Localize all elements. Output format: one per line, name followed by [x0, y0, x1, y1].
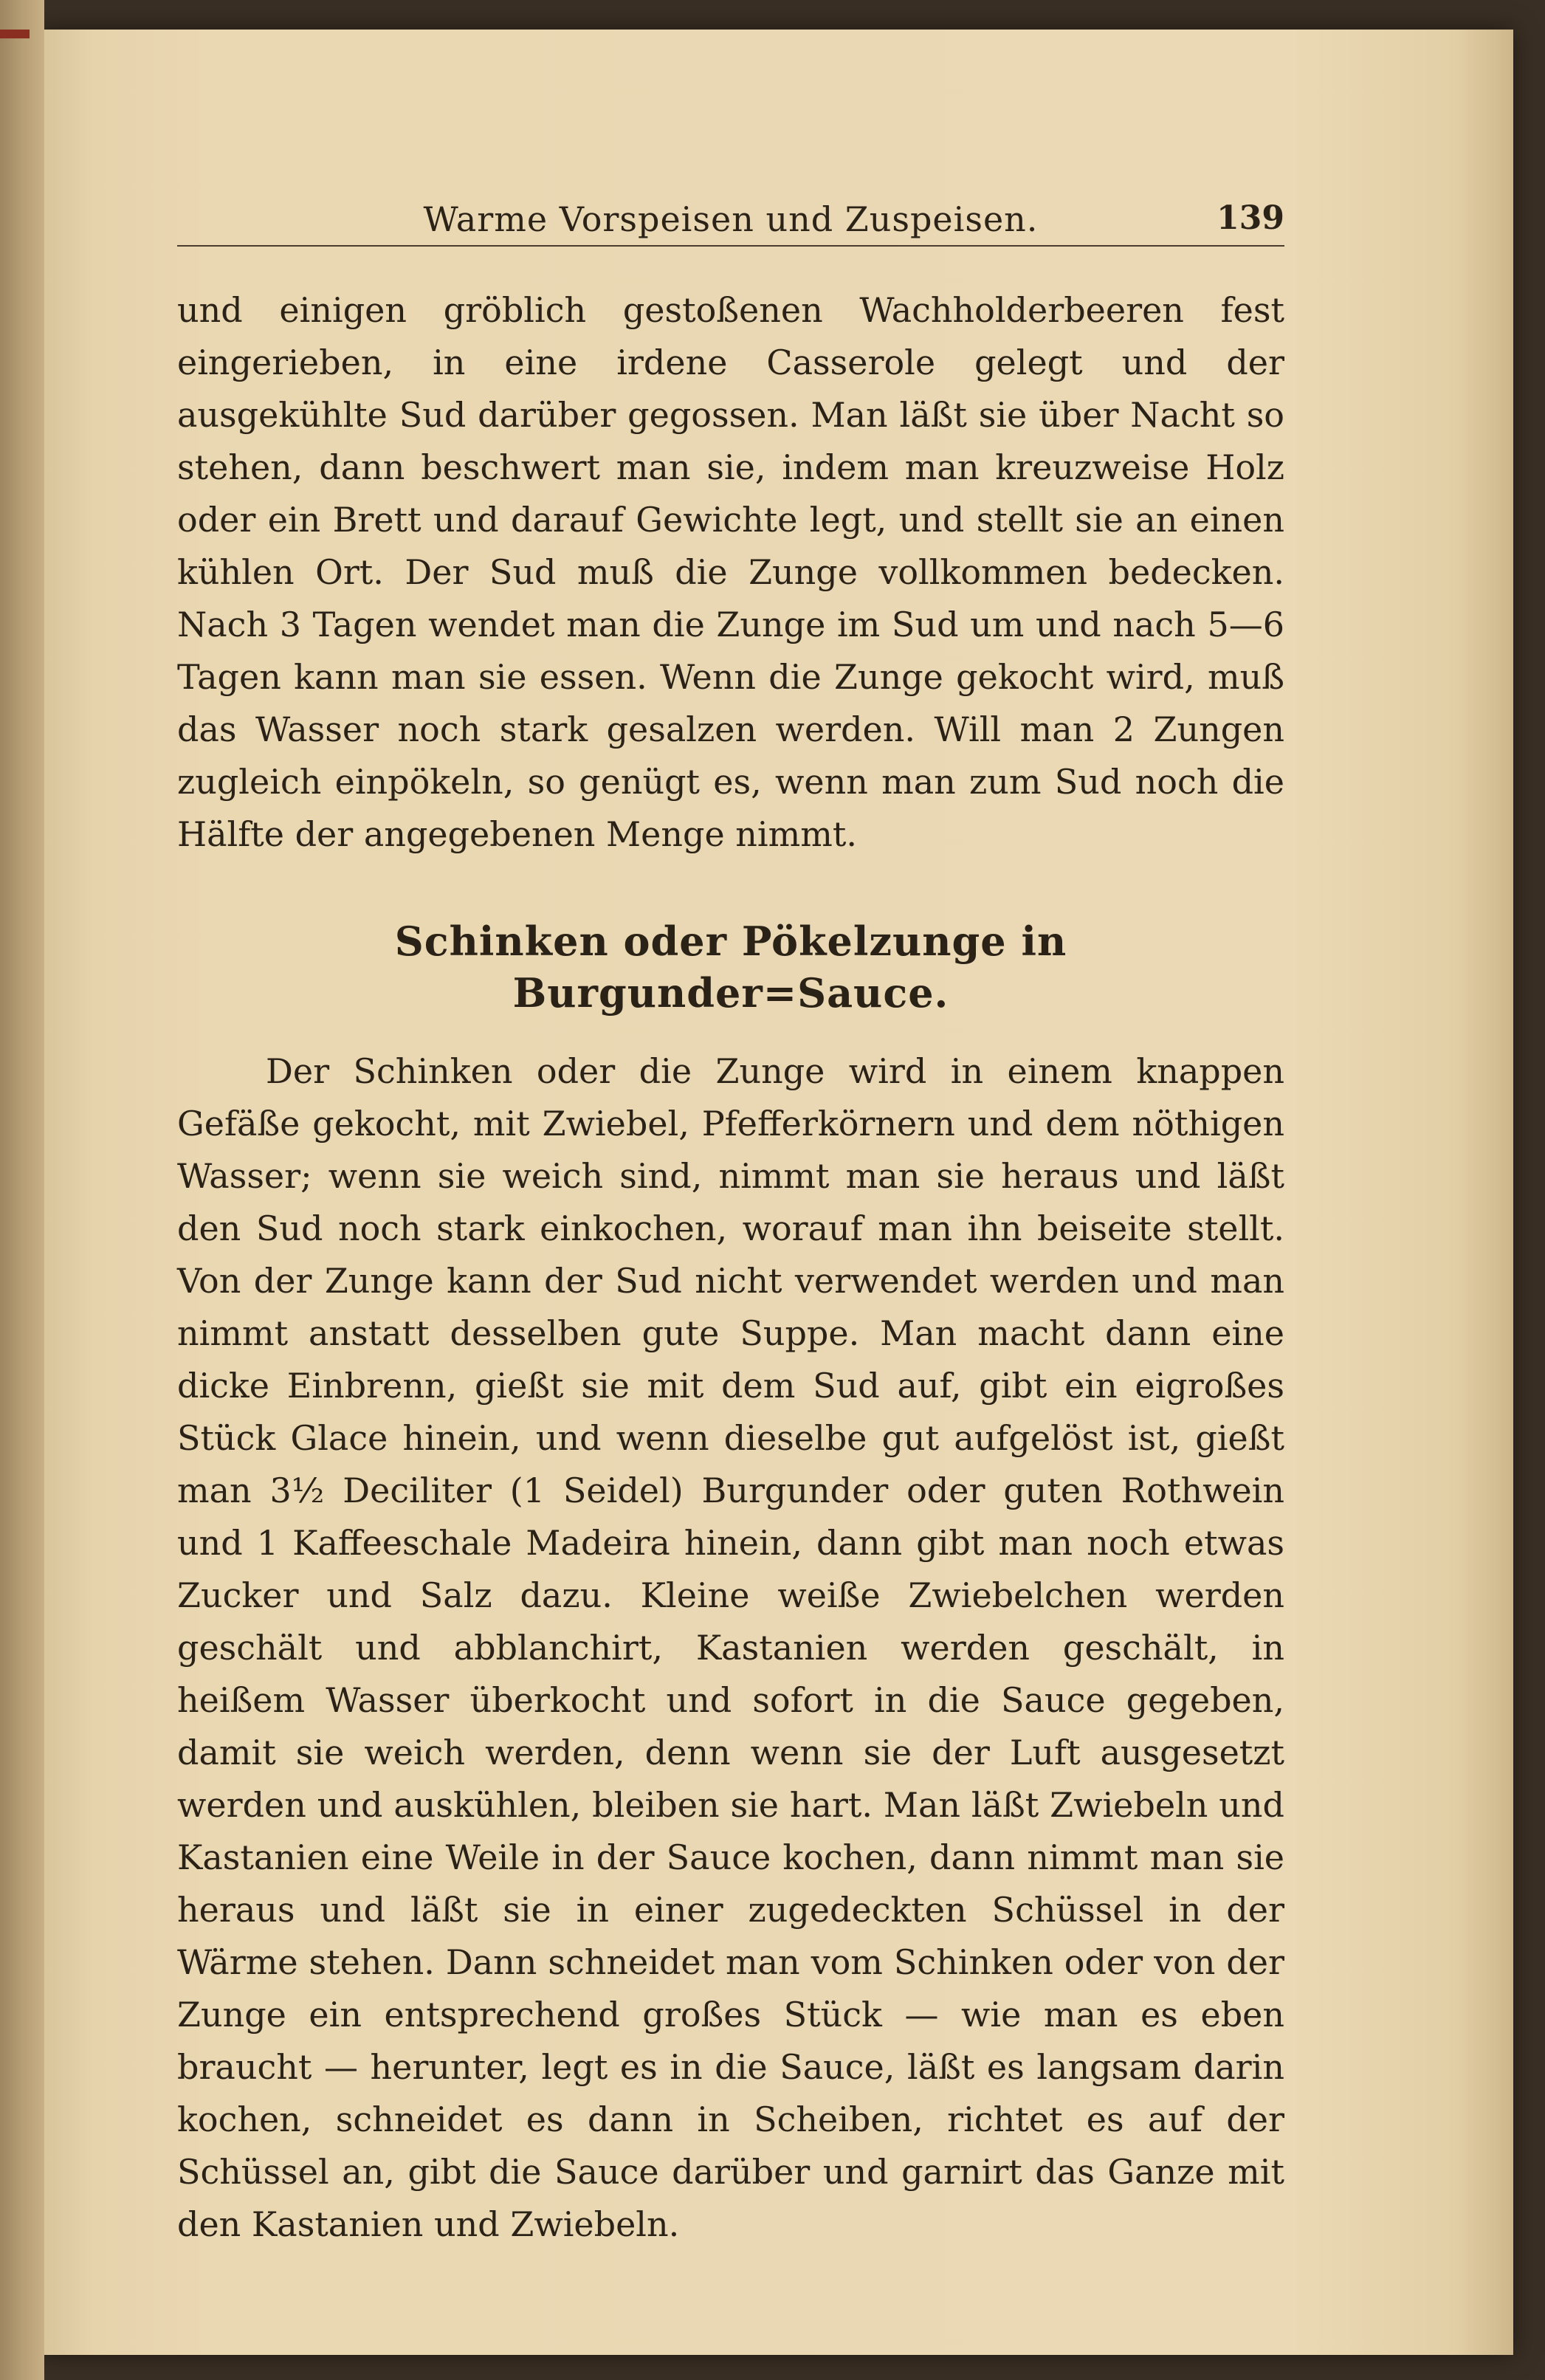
running-title: Warme Vorspeisen und Zuspeisen.	[423, 199, 1039, 239]
page-body	[177, 284, 1284, 2251]
binding-mark	[0, 30, 30, 38]
section-heading: Schinken oder Pökelzunge in Burgunder=Sauce.	[394, 918, 1067, 1017]
continuation-paragraph: und einigen gröblich gestoßenen Wachholderbeeren fest eingerieben, in eine irdene Casserole gelegt und der ausgekühlte Sud darüber gegossen. Man läßt sie über Nacht so stehen, dann beschwert man sie, indem man kreuzweise Holz oder ein Brett und darauf Gewichte legt, und stellt sie an einen kühlen Ort. Der Sud muß die Zunge vollkommen bedecken. Nach 3 Tagen wendet man die Zunge im Sud um und nach 5—6 Tagen kann man sie essen. Wenn die Zunge gekocht wird, muß das Wasser noch stark gesalzen werden. Will man 2 Zungen zugleich einpökeln, so genügt es, wenn man zum Sud noch die Hälfte der angegebenen Menge nimmt.	[177, 290, 1284, 854]
binding-edge	[0, 0, 44, 2380]
page-number: 139	[1217, 199, 1284, 237]
page-header	[177, 192, 1284, 244]
header-rule	[177, 245, 1284, 247]
recipe-paragraph: Der Schinken oder die Zunge wird in einem knappen Gefäße gekocht, mit Zwiebel, Pfefferkörnern und dem nöthigen Wasser; wenn sie weich sind, nimmt man sie heraus und läßt den Sud noch stark einkochen, worauf man ihn beiseite stellt. Von der Zunge kann der Sud nicht verwendet werden und man nimmt anstatt desselben gute Suppe. Man macht dann eine dicke Einbrenn, gießt sie mit dem Sud auf, gibt ein eigroßes Stück Glace hinein, und wenn dieselbe gut aufgelöst ist, gießt man 3½ Deciliter (1 Seidel) Burgunder oder guten Rothwein und 1 Kaffeeschale Madeira hinein, dann gibt man noch etwas Zucker und Salz dazu. Kleine weiße Zwiebelchen werden geschält und abblanchirt, Kastanien werden geschält, in heißem Wasser überkocht und sofort in die Sauce gegeben, damit sie weich werden, denn wenn sie der Luft ausgesetzt werden und auskühlen, bleiben sie hart. Man läßt Zwiebeln und Kastanien eine Weile in der Sauce kochen, dann nimmt man sie heraus und läßt sie in einer zugedeckten Schüssel in der Wärme stehen. Dann schneidet man vom Schinken oder von der Zunge ein entsprechend großes Stück — wie man es eben braucht — herunter, legt es in die Sauce, läßt es langsam darin kochen, schneidet es dann in Scheiben, richtet es auf der Schüssel an, gibt die Sauce darüber und garnirt das Ganze mit den Kastanien und Zwiebeln.	[177, 1051, 1284, 2244]
